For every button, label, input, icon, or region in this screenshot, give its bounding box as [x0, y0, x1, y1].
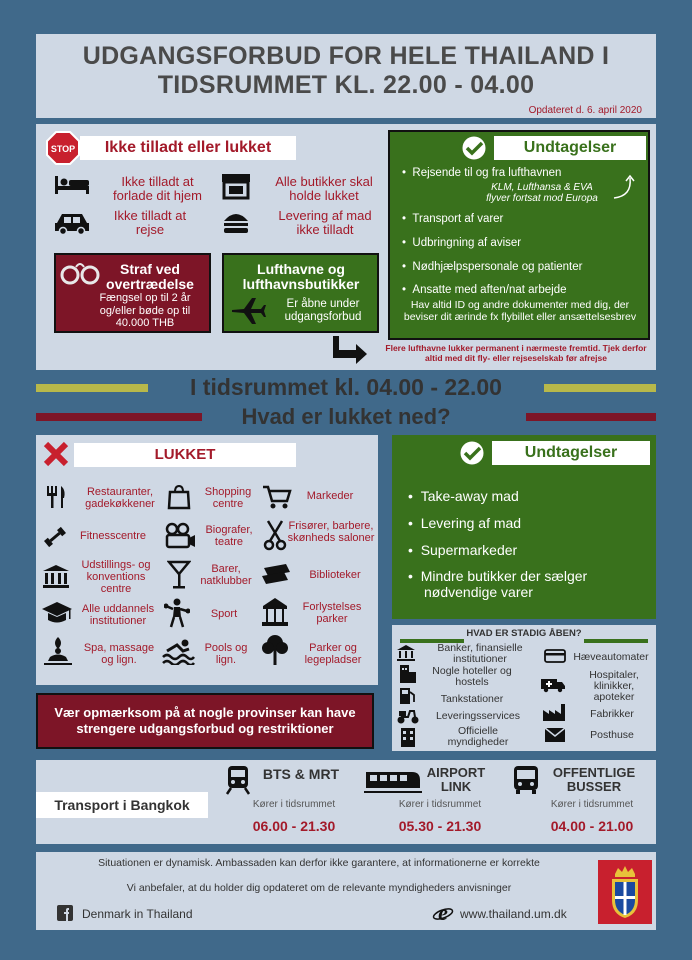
updated-date: Opdateret d. 6. april 2020: [528, 105, 642, 116]
closed-fitness: Fitnesscentre: [79, 530, 147, 542]
browser-icon: [432, 902, 454, 924]
gas-station-icon: [398, 686, 420, 706]
open-authorities: Officielle myndigheder: [447, 725, 509, 748]
day-exception-text: Supermarkeder: [420, 542, 518, 558]
stop-sign-label: STOP: [50, 144, 76, 154]
province-warning: Vær opmærksom på at nogle provinser kan have strengere udgangsforbud og restriktioner: [54, 705, 356, 736]
day-exception-item: • Mindre butikker der sælger nødvendige varer: [408, 568, 588, 600]
open-hotels: Nogle hoteller og hostels: [432, 665, 512, 688]
transport-bus-name: OFFENTLIGE BUSSER: [552, 765, 636, 794]
night-exception-text: Rejsende til og fra lufthavnen: [412, 167, 562, 179]
factory-icon: [542, 702, 568, 722]
transport-airport-hours: 05.30 - 21.30: [398, 818, 482, 834]
open-gas-stations: Tankstationer: [440, 693, 504, 705]
transport-bts-hours: 06.00 - 21.30: [252, 818, 336, 834]
id-note: Hav altid ID og andre dokumenter med dig, der beviser dit ærinde fx flybillet eller ansættelsesbrev: [403, 299, 637, 323]
closed-hairdressers: Frisører, barbere, skønheds saloner: [287, 520, 375, 544]
transport-bts-caption: Kører i tidsrummet: [252, 799, 336, 810]
day-exception-text: Mindre butikker der sælger nødvendige varer: [420, 568, 588, 600]
night-exceptions-title: Undtagelser: [494, 136, 646, 160]
night-exception-item: • Ansatte med aften/nat arbejde: [402, 284, 567, 296]
bus-icon: [510, 764, 544, 798]
stop-sign-icon: [46, 131, 80, 165]
night-exception-text: Nødhjælpspersonale og patienter: [412, 261, 583, 273]
transport-bus-caption: Kører i tidsrummet: [550, 799, 634, 810]
website-link[interactable]: www.thailand.um.dk: [460, 907, 567, 921]
night-exception-item: • Transport af varer: [402, 213, 504, 225]
open-atm: Hæveautomater: [573, 651, 649, 663]
projector-icon: [162, 520, 198, 552]
footer-note-1: Situationen er dynamisk. Ambassaden kan derfor ikke garantere, at informationerne er korrekte: [98, 857, 540, 869]
day-exception-text: Take-away mad: [420, 488, 519, 504]
header-panel: [36, 34, 656, 118]
ambulance-icon: [540, 677, 568, 695]
closed-parks: Parker og legepladser: [304, 642, 362, 666]
airport-train-icon: [362, 766, 424, 796]
night-item-travel: Ikke tilladt at rejse: [113, 208, 187, 237]
airplane-icon: [230, 296, 268, 326]
mail-icon: [544, 727, 568, 743]
closed-bars: Barer, natklubber: [200, 563, 252, 587]
building-icon: [398, 726, 420, 748]
hotel-icon: [398, 664, 420, 684]
day-exception-text: Levering af mad: [420, 515, 522, 531]
arrow-right-icon: [330, 334, 370, 364]
airport-warning: Flere lufthavne lukker permanent i nærmeste fremtid. Tjek derfor altid med dit fly- eller rejseselskab før afrejse: [385, 343, 647, 363]
bank-icon: [396, 644, 418, 662]
closed-title: LUKKET: [74, 443, 296, 467]
transport-airport-caption: Kører i tidsrummet: [398, 799, 482, 810]
transport-bus-hours: 04.00 - 21.00: [550, 818, 634, 834]
footer-note-2: Vi anbefaler, at du holder dig opdateret om de relevante myndigheders anvisninger: [126, 882, 512, 894]
carousel-icon: [258, 594, 292, 630]
car-icon: [52, 210, 92, 236]
closed-restaurants: Restauranter, gadekøkkener: [85, 486, 155, 510]
curve-arrow-icon: [610, 172, 640, 202]
facebook-icon[interactable]: [56, 904, 74, 922]
svg-text:e: e: [438, 902, 448, 924]
facebook-link[interactable]: Denmark in Thailand: [82, 907, 193, 921]
still-open-title: HVAD ER STADIG ÅBEN?: [464, 627, 584, 643]
page-title: UDGANGSFORBUD FOR HELE THAILAND I TIDSRUMMET KL. 22.00 - 04.00: [82, 42, 610, 99]
x-mark-icon: [42, 440, 72, 470]
not-allowed-title: Ikke tilladt eller lukket: [80, 136, 296, 160]
night-item-food: Levering af mad ikke tilladt: [278, 208, 372, 237]
spa-icon: [40, 634, 76, 668]
cart-icon: [260, 482, 294, 512]
open-post-offices: Posthuse: [590, 729, 634, 741]
night-item-home: Ikke tilladt at forlade dit hjem: [113, 174, 202, 203]
day-exceptions-title: Undtagelser: [492, 441, 650, 465]
fork-knife-icon: [40, 482, 70, 512]
handcuffs-icon: [60, 257, 100, 287]
shopping-bag-icon: [164, 482, 194, 512]
transport-airport-name: AIRPORT LINK: [426, 765, 486, 794]
night-item-shops: Alle butikker skal holde lukket: [275, 174, 373, 203]
night-exception-item: • Udbringning af aviser: [402, 237, 522, 249]
day-subtitle: Hvad er lukket ned?: [241, 404, 451, 429]
night-exception-text: Transport af varer: [412, 213, 504, 225]
shop-icon: [216, 172, 256, 200]
swimmer-icon: [160, 636, 196, 666]
day-exception-item: • Supermarkeder: [408, 542, 518, 558]
burger-icon: [216, 210, 256, 236]
tree-icon: [260, 632, 290, 668]
penalty-title: Straf ved overtrædelse: [106, 261, 194, 292]
checkmark-icon: [458, 132, 494, 164]
open-factories: Fabrikker: [590, 708, 634, 720]
transport-label: Transport i Bangkok: [54, 797, 190, 813]
airports-text: Er åbne under udgangsforbud: [284, 298, 362, 323]
day-title: I tidsrummet kl. 04.00 - 22.00: [190, 374, 502, 400]
closed-sport: Sport: [210, 608, 238, 620]
danish-coat-of-arms: [598, 860, 652, 924]
closed-pools: Pools og lign.: [204, 642, 248, 666]
penalty-text: Fængsel op til 2 år og/eller bøde op til 40.000 THB: [99, 292, 191, 329]
airports-title: Lufthavne og lufthavnsbutikker: [242, 261, 360, 292]
klm-note: KLM, Lufthansa & EVA flyver fortsat mod Europa: [486, 182, 598, 204]
closed-exhibitions: Udstillings- og konventions centre: [81, 559, 151, 595]
transport-bts-name: BTS & MRT: [262, 766, 340, 782]
museum-icon: [40, 562, 72, 590]
closed-amusement-parks: Forlystelses parker: [302, 601, 362, 625]
closed-libraries: Biblioteker: [309, 569, 361, 581]
day-exception-item: • Take-away mad: [408, 488, 519, 504]
night-exception-text: Ansatte med aften/nat arbejde: [412, 284, 567, 296]
closed-education: Alle uddannels institutioner: [81, 603, 155, 627]
closed-shopping: Shopping centre: [204, 486, 252, 510]
graduation-cap-icon: [40, 598, 74, 628]
checkmark-icon: [456, 437, 492, 469]
train-icon: [222, 764, 256, 798]
night-exception-item: • Nødhjælpspersonale og patienter: [402, 261, 583, 273]
dumbbell-icon: [40, 522, 70, 552]
day-exception-item: • Levering af mad: [408, 515, 522, 531]
open-delivery: Leveringsservices: [435, 710, 521, 722]
night-exception-text: Udbringning af aviser: [412, 237, 522, 249]
atm-icon: [544, 649, 568, 665]
night-exception-item: • Rejsende til og fra lufthavnen: [402, 167, 562, 179]
closed-markets: Markeder: [306, 490, 354, 502]
boxing-icon: [162, 596, 192, 630]
open-hospitals: Hospitaler, klinikker, apoteker: [589, 669, 639, 703]
cocktail-icon: [164, 558, 194, 592]
books-icon: [258, 558, 294, 590]
closed-cinemas: Biografer, teatre: [205, 524, 253, 548]
bed-icon: [52, 172, 92, 198]
closed-spa: Spa, massage og lign.: [83, 642, 155, 666]
scooter-icon: [396, 707, 422, 725]
open-banks: Banker, finansielle institutioner: [437, 642, 523, 665]
